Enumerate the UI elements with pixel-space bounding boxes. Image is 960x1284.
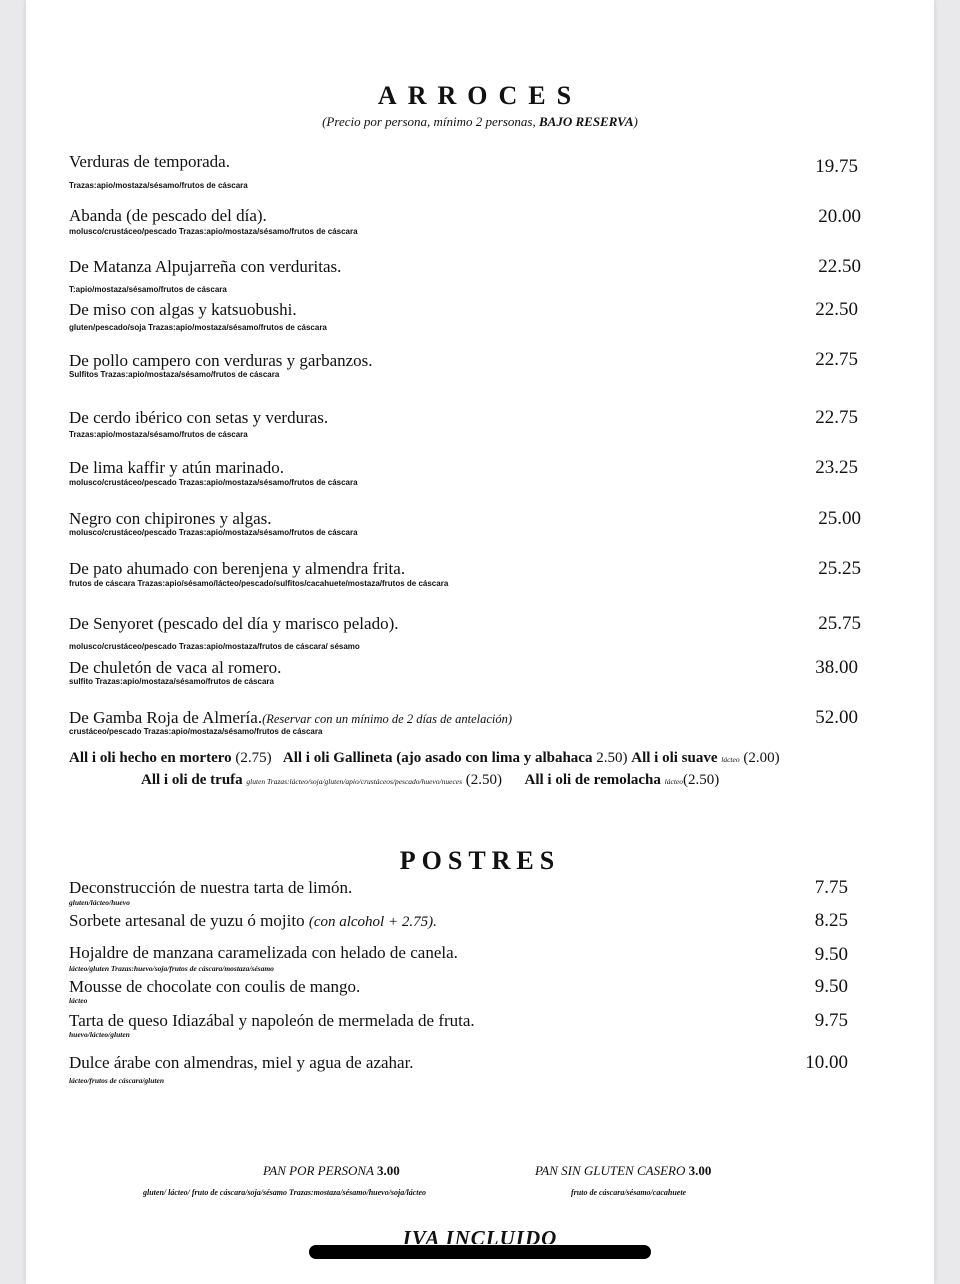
arroces-subtitle: (Precio por persona, mínimo 2 personas, BAJO RESERVA) — [322, 114, 638, 129]
item-allergens: Trazas:apio/mostaza/sésamo/frutos de cáscara — [69, 181, 248, 190]
item-name: De lima kaffir y atún marinado. — [69, 458, 284, 477]
item-price: 25.25 — [818, 558, 861, 579]
item-name: De Gamba Roja de Almería.(Reservar con un mínimo de 2 días de antelación) — [69, 708, 513, 727]
item-price: 22.75 — [815, 407, 858, 428]
item-price: 8.25 — [814, 910, 848, 931]
item-price: 22.50 — [815, 299, 858, 320]
arroces-title: ARROCES — [377, 81, 583, 110]
item-allergens: lácteo/frutos de cáscara/gluten — [69, 1076, 164, 1085]
item-name: Hojaldre de manzana caramelizada con helado de canela. — [69, 943, 458, 962]
item-name: De Senyoret (pescado del día y marisco pelado). — [69, 614, 399, 633]
item-name: Tarta de queso Idiazábal y napoleón de mermelada de fruta. — [69, 1011, 475, 1030]
item-allergens: Trazas:apio/mostaza/sésamo/frutos de cáscara — [69, 430, 248, 439]
item-price: 22.50 — [818, 256, 861, 277]
item-allergens: sulfito Trazas:apio/mostaza/sésamo/frutos de cáscara — [69, 677, 274, 686]
pan-sin-gluten: PAN SIN GLUTEN CASERO 3.00 — [535, 1163, 712, 1178]
item-note: (Reservar con un mínimo de 2 días de antelación) — [262, 712, 513, 726]
item-price: 19.75 — [815, 156, 858, 177]
item-name: De pato ahumado con berenjena y almendra frita. — [69, 559, 406, 578]
item-price: 20.00 — [818, 206, 861, 227]
item-allergens: T:apio/mostaza/sésamo/frutos de cáscara — [69, 285, 227, 294]
item-name: Dulce árabe con almendras, miel y agua de azahar. — [69, 1053, 414, 1072]
item-price: 9.50 — [814, 976, 848, 997]
item-price: 38.00 — [815, 657, 858, 678]
item-allergens: frutos de cáscara Trazas:apio/sésamo/lácteo/pescado/sulfitos/cacahuete/mostaza/frutos de cáscara — [69, 579, 449, 588]
item-price: 9.50 — [814, 944, 848, 965]
item-name: Verduras de temporada. — [69, 152, 230, 171]
item-allergens: crustáceo/pescado Trazas:apio/mostaza/sésamo/frutos de cáscara — [69, 727, 323, 736]
item-name: De miso con algas y katsuobushi. — [69, 300, 297, 319]
item-allergens: gluten/pescado/soja Trazas:apio/mostaza/sésamo/frutos de cáscara — [69, 323, 327, 332]
item-name: De chuletón de vaca al romero. — [69, 658, 282, 677]
item-name: Abanda (de pescado del día). — [69, 206, 267, 225]
iva-incluido: IVA INCLUIDO — [402, 1226, 558, 1244]
item-allergens: gluten/lácteo/huevo — [69, 898, 130, 907]
item-price: 23.25 — [815, 457, 858, 478]
item-price: 7.75 — [814, 877, 848, 898]
item-name: De cerdo ibérico con setas y verduras. — [69, 408, 329, 427]
pan-por-persona: PAN POR PERSONA 3.00 — [263, 1163, 400, 1178]
item-note: (con alcohol + 2.75). — [308, 914, 437, 930]
item-price: 25.00 — [818, 508, 861, 529]
item-allergens: molusco/crustáceo/pescado Trazas:apio/mostaza/frutos de cáscara/ sésamo — [69, 642, 360, 651]
pan-sin-gluten-allergens: fruto de cáscara/sésamo/cacahuete — [571, 1188, 687, 1197]
item-allergens: Sulfitos Trazas:apio/mostaza/sésamo/frutos de cáscara — [69, 370, 280, 379]
item-price: 52.00 — [815, 707, 858, 728]
item-name: Mousse de chocolate con coulis de mango. — [69, 977, 361, 996]
postres-title: POSTRES — [399, 846, 561, 875]
item-allergens: huevo/lácteo/gluten — [69, 1030, 130, 1039]
alli-line-2: All i oli de trufa gluten Trazas:lácteo/soja/gluten/apio/crustáceos/pescado/huevo/nueces (2.50) All i oli de remolacha lácteo(2.50) — [141, 772, 720, 788]
item-allergens: lácteo — [69, 996, 88, 1005]
item-name: De Matanza Alpujarreña con verduritas. — [69, 257, 342, 276]
item-allergens: molusco/crustáceo/pescado Trazas:apio/mostaza/sésamo/frutos de cáscara — [69, 528, 358, 537]
item-name: De pollo campero con verduras y garbanzos. — [69, 351, 373, 370]
item-name: Negro con chipirones y algas. — [69, 509, 272, 528]
alli-line-1: All i oli hecho en mortero (2.75) All i oli Gallineta (ajo asado con lima y albahaca 2.50) All i oli suave lácteo (2.00) — [69, 750, 780, 766]
item-price: 9.75 — [814, 1010, 848, 1031]
pan-allergens: gluten/ lácteo/ fruto de cáscara/soja/sésamo Trazas:mostaza/sésamo/huevo/soja/lácteo — [143, 1188, 427, 1197]
item-price: 25.75 — [818, 613, 861, 634]
item-allergens: molusco/crustáceo/pescado Trazas:apio/mostaza/sésamo/frutos de cáscara — [69, 227, 358, 236]
item-price: 22.75 — [815, 349, 858, 370]
item-price: 10.00 — [805, 1052, 848, 1073]
item-allergens: molusco/crustáceo/pescado Trazas:apio/mostaza/sésamo/frutos de cáscara — [69, 478, 358, 487]
home-indicator[interactable] — [309, 1245, 651, 1259]
item-name: Deconstrucción de nuestra tarta de limón. — [69, 878, 353, 897]
item-allergens: lácteo/gluten Trazas:huevo/soja/frutos de cáscara/mostaza/sésamo — [69, 964, 274, 973]
item-name: Sorbete artesanal de yuzu ó mojito (con alcohol + 2.75). — [69, 911, 437, 930]
